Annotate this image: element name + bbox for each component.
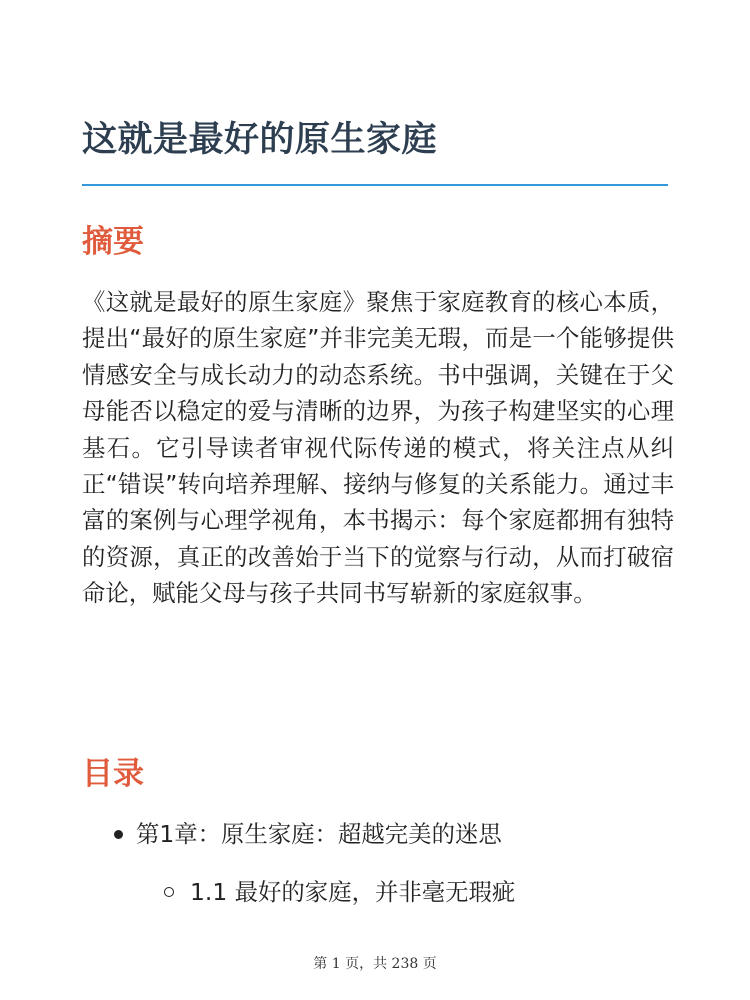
toc-item-section-1-1: [190, 874, 515, 910]
toc-item-section-1-1-label: 1.1 最好的家庭，并非毫无瑕疵: [190, 878, 516, 906]
bullet-disc-icon: [114, 830, 123, 839]
bullet-circle-icon: [164, 887, 174, 897]
document-title: 这就是最好的原生家庭: [82, 120, 438, 160]
toc-heading: 目录: [82, 756, 144, 792]
abstract-heading: 摘要: [82, 224, 144, 260]
toc-item-chapter-1-label: 第1章：原生家庭：超越完美的迷思: [136, 820, 502, 848]
abstract-paragraph: 《这就是最好的原生家庭》聚焦于家庭教育的核心本质，提出“最好的原生家庭”并非完美无瑕，而是一个能够提供情感安全与成长动力的动态系统。书中强调，关键在于父母能否以稳定的爱与清晰的边界，为孩子构建坚实的心理基石。它引导读者审视代际传递的模式，将关注点从纠正“错误”转向培养理解、接纳与修复的关系能力。通过丰富的案例与心理学视角，本书揭示：每个家庭都拥有独特的资源，真正的改善始于当下的觉察与行动，从而打破宿命论，赋能父母与孩子共同书写崭新的家庭叙事。: [82, 288, 674, 608]
toc-item-chapter-1: [136, 816, 502, 852]
page-number-footer: 第 1 页，共 238 页: [313, 956, 437, 972]
title-divider: [82, 184, 668, 186]
